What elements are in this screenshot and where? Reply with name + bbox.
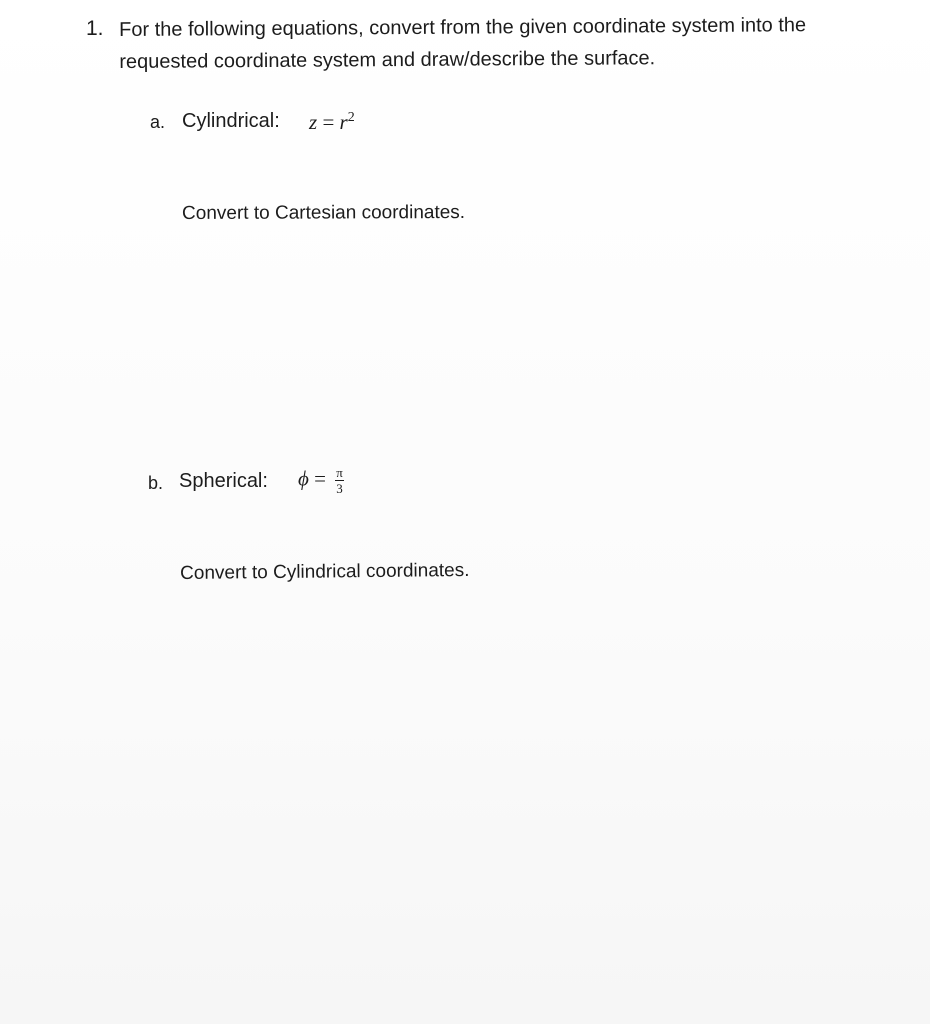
part-b-lhs: ϕ: [298, 466, 309, 491]
part-b-equation: [298, 466, 344, 495]
part-a-rhs-exponent: 2: [347, 110, 355, 125]
part-a-lhs: z: [309, 110, 318, 134]
part-a-instruction: Convert to Cartesian coordinates.: [182, 202, 466, 224]
part-a-equals: =: [322, 110, 335, 134]
part-b-fraction-numerator: π: [336, 465, 343, 480]
part-b-label: b.: [148, 473, 164, 493]
part-a-rhs-base: r: [339, 110, 348, 134]
part-a-system: Cylindrical:: [182, 110, 280, 132]
part-b-system: Spherical:: [179, 470, 268, 492]
part-b-fraction: [335, 466, 344, 495]
question-prompt: For the following equations, convert from the given coordinate system into the requested coordinate system and draw/describe the surface.: [119, 14, 807, 73]
part-b-equals: =: [314, 466, 326, 491]
part-b-instruction: Convert to Cylindrical coordinates.: [180, 559, 470, 584]
part-a-label: a.: [150, 112, 166, 132]
question-number: 1.: [86, 17, 104, 40]
part-b-fraction-denominator: 3: [336, 481, 343, 496]
part-a-equation: [309, 110, 355, 134]
